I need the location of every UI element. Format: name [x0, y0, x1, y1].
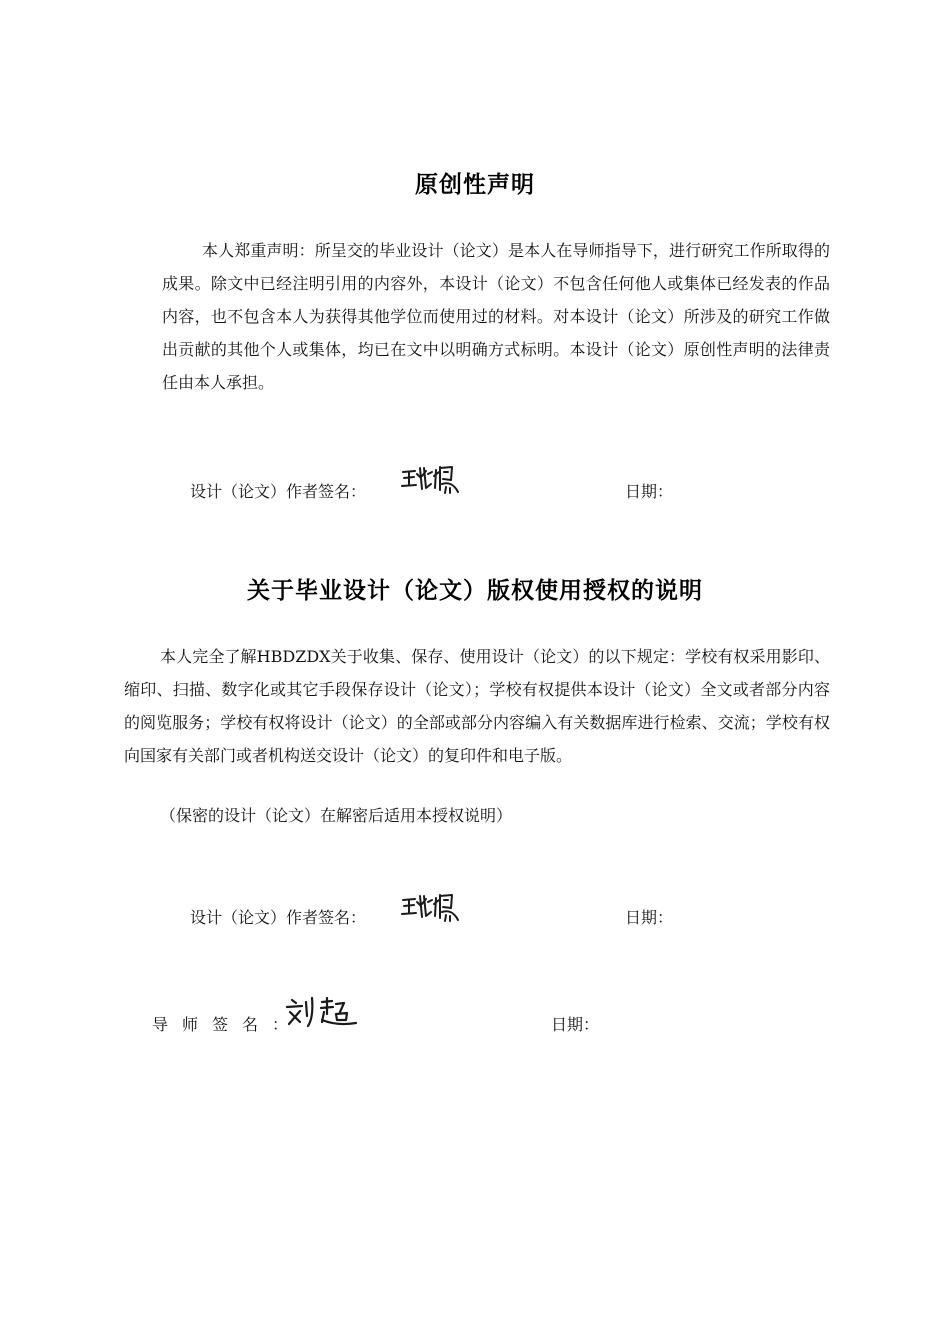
- authorization-date-label: 日期：: [625, 908, 674, 927]
- declaration-date-label: 日期：: [625, 482, 674, 501]
- authorization-author-signature-label: 设计（论文）作者签名：: [190, 908, 367, 927]
- authorization-title: 关于毕业设计（论文）版权使用授权的说明: [247, 578, 703, 604]
- declaration-author-signature-label: 设计（论文）作者签名：: [190, 482, 367, 501]
- advisor-date-label: 日期：: [551, 1015, 600, 1034]
- authorization-author-signature-row: [190, 906, 366, 930]
- advisor-handwritten-signature: [284, 994, 360, 1030]
- advisor-signature-label: 导师签名：: [152, 1015, 303, 1034]
- declaration-title: 原创性声明: [415, 172, 535, 198]
- authorization-body: 本人完全了解HBDZDX关于收集、保存、使用设计（论文）的以下规定：学校有权采用影印、缩印、扫描、数字化或其它手段保存设计（论文）；学校有权提供本设计（论文）全文或者部分内容的阅览服务；学校有权将设计（论文）的全部或部分内容编入有关数据库进行检索、交流；学校有权向国家有关部门或者机构送交设计（论文）的复印件和电子版。: [124, 647, 830, 765]
- authorization-note: （保密的设计（论文）在解密后适用本授权说明）: [160, 806, 513, 825]
- declaration-author-handwritten-signature: [400, 462, 462, 496]
- advisor-signature-row: [152, 1013, 302, 1037]
- authorization-author-handwritten-signature: [400, 890, 462, 924]
- declaration-author-signature-row: [190, 480, 366, 504]
- declaration-body: 本人郑重声明：所呈交的毕业设计（论文）是本人在导师指导下，进行研究工作所取得的成果。除文中已经注明引用的内容外，本设计（论文）不包含任何他人或集体已经发表的作品内容，也不包含本人为获得其他学位而使用过的材料。对本设计（论文）所涉及的研究工作做出贡献的其他个人或集体，均已在文中以明确方式标明。本设计（论文）原创性声明的法律责任由本人承担。: [162, 241, 830, 392]
